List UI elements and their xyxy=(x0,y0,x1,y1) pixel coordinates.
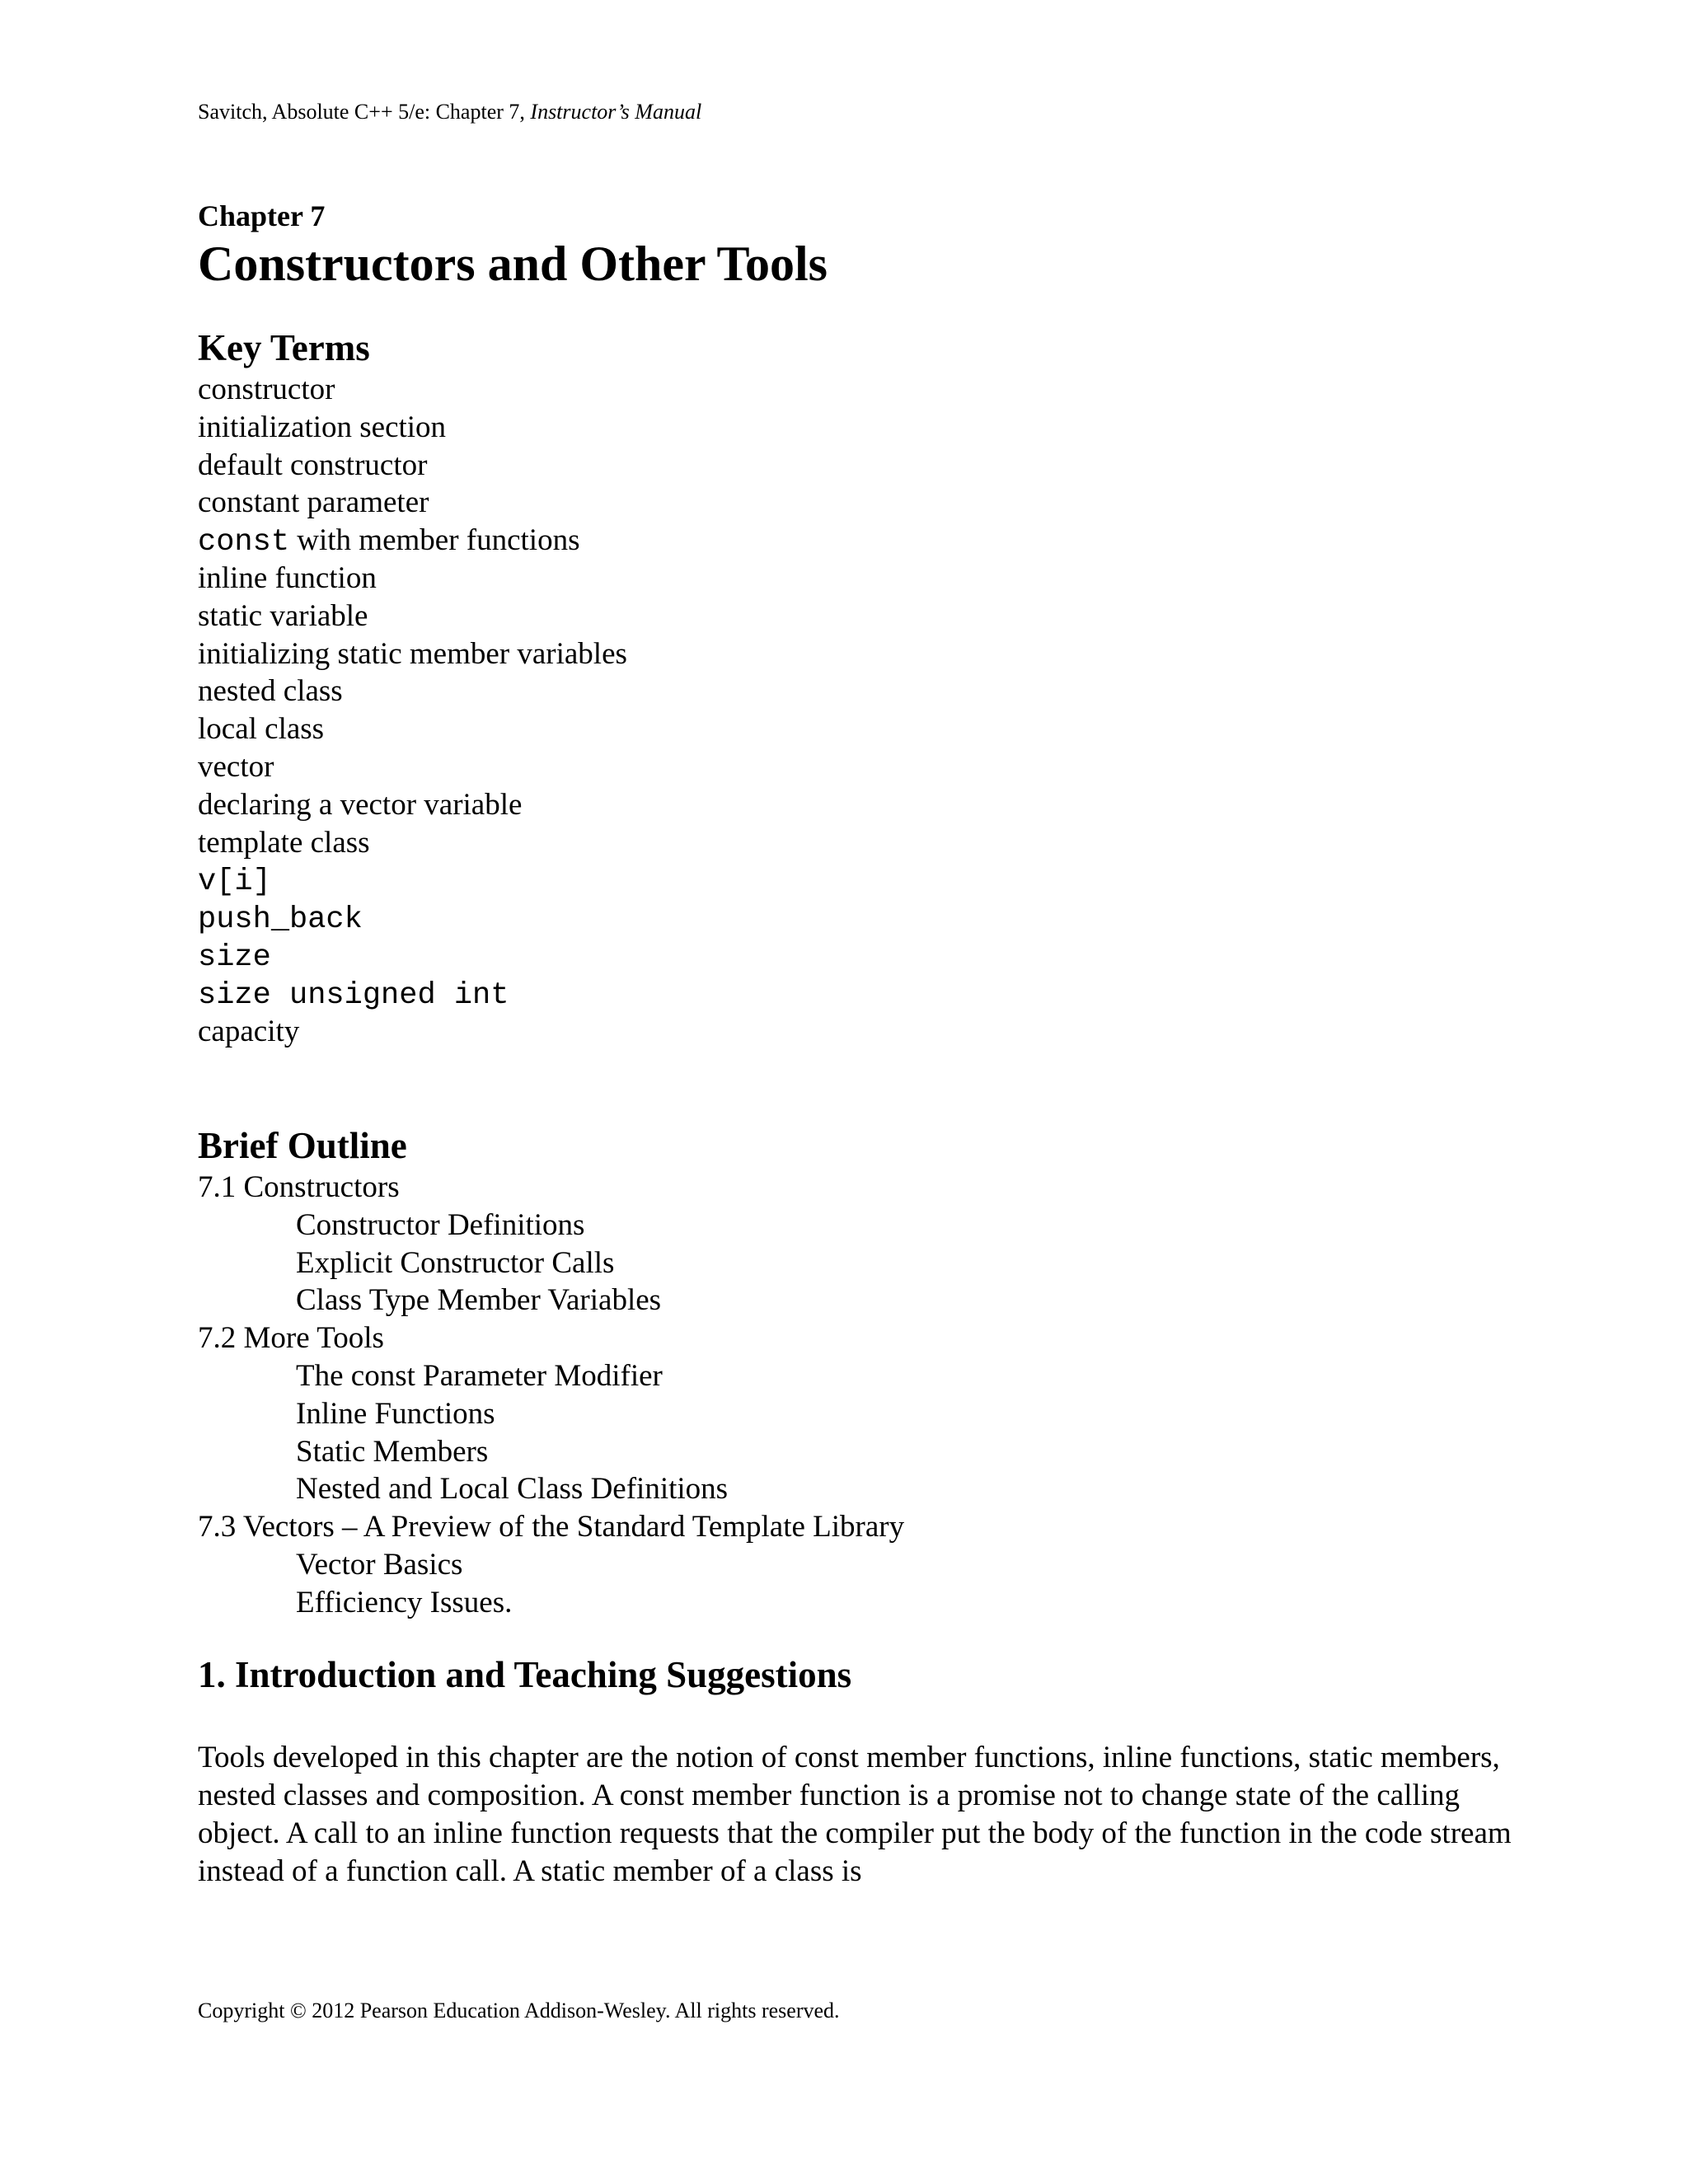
running-head-prefix: Savitch, Absolute C++ 5/e: Chapter 7, xyxy=(198,100,531,124)
brief-outline-list xyxy=(198,1169,904,1622)
key-terms-list xyxy=(198,371,627,1050)
key-term: constructor xyxy=(198,373,335,406)
key-term: vector xyxy=(198,749,274,784)
outline-subsection: Vector Basics xyxy=(296,1547,463,1582)
key-term-code: size xyxy=(198,940,271,975)
outline-subsection: Nested and Local Class Definitions xyxy=(296,1472,729,1507)
key-term: local class xyxy=(198,712,325,747)
key-term-code: size unsigned int xyxy=(198,977,509,1013)
key-term: constant parameter xyxy=(198,485,429,520)
key-term: inline function xyxy=(198,560,377,595)
key-term: const with member functions xyxy=(198,523,580,560)
key-term: template class xyxy=(198,825,370,860)
outline-section: 7.2 More Tools xyxy=(198,1321,384,1356)
outline-section: 7.3 Vectors – A Preview of the Standard Template Library xyxy=(198,1510,905,1544)
key-term: initialization section xyxy=(198,410,447,444)
key-terms-heading: Key Terms xyxy=(198,327,370,368)
running-head xyxy=(198,97,701,127)
outline-subsection: The const Parameter Modifier xyxy=(296,1358,663,1393)
chapter-label: Chapter 7 xyxy=(198,199,326,232)
intro-paragraph: Tools developed in this chapter are the notion of const member functions, inline functions, static members, nested classes and composition. A const member function is a promise not to change state of the calling object. A call to an inline function requests that the compiler put the body of the function in the code stream instead of a function call. A static member of a class is xyxy=(198,1741,1512,1888)
key-term: static variable xyxy=(198,598,368,633)
copyright-footer: Copyright © 2012 Pearson Education Addison-Wesley. All rights reserved. xyxy=(198,1999,840,2022)
key-term: initializing static member variables xyxy=(198,636,627,671)
document-page xyxy=(198,0,1517,2184)
section-heading: 1. Introduction and Teaching Suggestions xyxy=(198,1654,852,1695)
key-term-code: v[i] xyxy=(198,865,271,900)
outline-subsection: Efficiency Issues. xyxy=(296,1585,513,1619)
outline-subsection: Inline Functions xyxy=(296,1396,495,1431)
key-term: capacity xyxy=(198,1014,300,1048)
key-term-code: push_back xyxy=(198,902,363,938)
running-head-italic: Instructor’s Manual xyxy=(530,100,702,124)
outline-subsection: Explicit Constructor Calls xyxy=(296,1245,615,1280)
outline-subsection: Constructor Definitions xyxy=(296,1207,585,1242)
key-term: default constructor xyxy=(198,448,428,482)
outline-subsection: Class Type Member Variables xyxy=(296,1283,662,1318)
outline-subsection: Static Members xyxy=(296,1434,489,1469)
outline-section: 7.1 Constructors xyxy=(198,1170,400,1204)
chapter-title: Constructors and Other Tools xyxy=(198,237,828,291)
key-term: declaring a vector variable xyxy=(198,787,523,822)
key-term: nested class xyxy=(198,674,343,709)
brief-outline-heading: Brief Outline xyxy=(198,1125,407,1166)
